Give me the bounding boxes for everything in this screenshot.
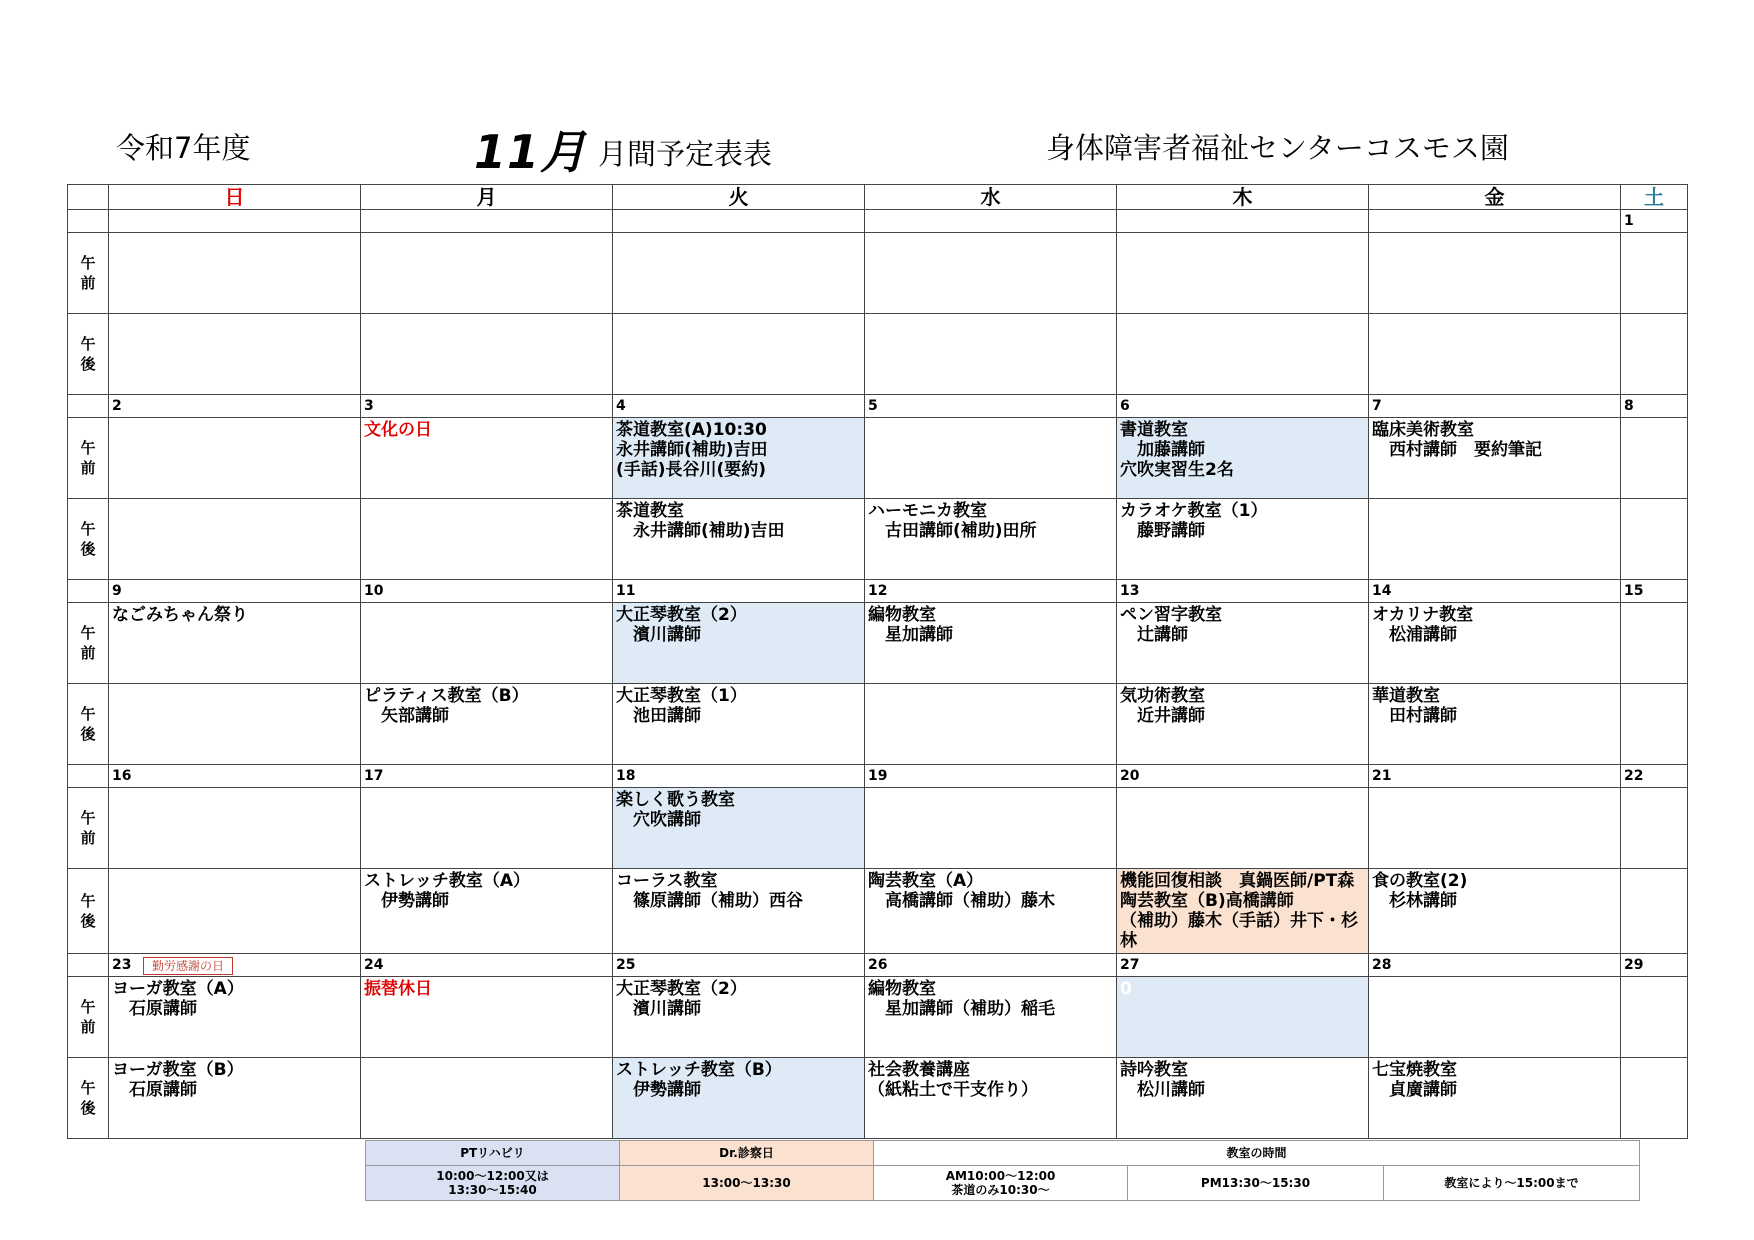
date-number: 9	[112, 583, 122, 599]
date-cell	[1621, 395, 1688, 418]
week-0-am-row	[68, 233, 1688, 314]
schedule-cell	[865, 233, 1117, 314]
am-label-char: 午	[80, 254, 96, 272]
schedule-line: 詩吟教室	[1120, 1060, 1188, 1080]
date-number: 22	[1624, 768, 1644, 784]
schedule-cell	[1117, 499, 1369, 580]
schedule-cell	[361, 1058, 613, 1139]
schedule-cell	[1621, 233, 1688, 314]
date-cell	[1621, 210, 1688, 233]
pt-time-line-2: 13:30～15:40	[448, 1183, 537, 1197]
weekday-6: 土	[1621, 185, 1688, 210]
schedule-cell	[1369, 499, 1621, 580]
schedule-cell	[361, 418, 613, 499]
schedule-cell	[613, 869, 865, 954]
doctor-day-time: 13:00～13:30	[620, 1166, 874, 1201]
schedule-cell	[1369, 1058, 1621, 1139]
schedule-line: 松浦講師	[1372, 625, 1457, 645]
pm-label-char: 午	[80, 892, 96, 910]
pm-label	[68, 684, 109, 765]
schedule-line: 茶道教室(A)10:30	[616, 420, 767, 440]
schedule-line: 編物教室	[868, 979, 936, 999]
date-number: 13	[1120, 583, 1140, 599]
pm-label-char: 午	[80, 1079, 96, 1097]
week-3-date-row	[68, 765, 1688, 788]
date-cell	[1117, 580, 1369, 603]
schedule-line: 社会教養講座	[868, 1060, 970, 1080]
schedule-line: 伊勢講師	[616, 1080, 701, 1100]
date-cell	[1621, 954, 1688, 977]
date-cell	[613, 765, 865, 788]
schedule-cell	[1621, 684, 1688, 765]
pt-time-line-1: 10:00～12:00又は	[436, 1169, 549, 1183]
week-4-am-row	[68, 977, 1688, 1058]
schedule-line: ヨーガ教室（B）	[112, 1060, 244, 1080]
am-label	[68, 603, 109, 684]
date-cell	[865, 395, 1117, 418]
header-corner	[68, 185, 109, 210]
schedule-line: 臨床美術教室	[1372, 420, 1474, 440]
schedule-cell	[865, 603, 1117, 684]
am-label	[68, 788, 109, 869]
schedule-line: 編物教室	[868, 605, 936, 625]
schedule-line: 石原講師	[112, 999, 197, 1019]
schedule-line: 陶芸教室（B)高橋講師	[1120, 891, 1294, 911]
schedule-cell	[613, 233, 865, 314]
am-label-char: 前	[80, 829, 96, 847]
date-cell	[1117, 765, 1369, 788]
schedule-cell	[613, 684, 865, 765]
date-number: 17	[364, 768, 384, 784]
holiday-tag: 勤労感謝の日	[143, 957, 233, 975]
schedule-cell	[1621, 418, 1688, 499]
schedule-cell	[109, 499, 361, 580]
pm-label-char: 午	[80, 335, 96, 353]
date-cell	[109, 580, 361, 603]
am-label-char: 午	[80, 809, 96, 827]
schedule-line: 文化の日	[364, 420, 432, 440]
schedule-cell	[865, 314, 1117, 395]
schedule-cell	[613, 977, 865, 1058]
schedule-line: 加藤講師	[1120, 440, 1205, 460]
legend-table	[365, 1140, 1640, 1201]
date-number: 29	[1624, 957, 1644, 973]
date-cell	[1369, 210, 1621, 233]
schedule-title: 月間予定表表	[598, 137, 773, 171]
schedule-cell	[613, 314, 865, 395]
schedule-cell	[865, 1058, 1117, 1139]
schedule-line: 星加講師	[868, 625, 953, 645]
schedule-line: ハーモニカ教室	[868, 501, 987, 521]
am-label	[68, 418, 109, 499]
schedule-line: 陶芸教室（A）	[868, 871, 984, 891]
pt-rehab-time	[366, 1166, 620, 1201]
pm-label-char: 後	[80, 540, 96, 558]
date-number: 8	[1624, 398, 1634, 414]
week-0-pm-row	[68, 314, 1688, 395]
week-1-date-row	[68, 395, 1688, 418]
schedule-cell	[109, 869, 361, 954]
schedule-line: 機能回復相談 真鍋医師/PT森	[1120, 871, 1355, 891]
date-cell	[1369, 765, 1621, 788]
am-label	[68, 977, 109, 1058]
schedule-cell	[865, 788, 1117, 869]
schedule-line: 篠原講師（補助）西谷	[616, 891, 803, 911]
week-3-am-row	[68, 788, 1688, 869]
week-2-pm-row	[68, 684, 1688, 765]
date-number: 10	[364, 583, 384, 599]
pm-label-char: 後	[80, 912, 96, 930]
schedule-cell	[1621, 869, 1688, 954]
schedule-line: なごみちゃん祭り	[112, 605, 248, 625]
date-cell	[1621, 580, 1688, 603]
schedule-cell	[1369, 788, 1621, 869]
schedule-cell	[361, 603, 613, 684]
pm-label	[68, 869, 109, 954]
date-number: 15	[1624, 583, 1644, 599]
date-cell	[613, 395, 865, 418]
pm-label	[68, 499, 109, 580]
schedule-line: 大正琴教室（1）	[616, 686, 747, 706]
schedule-line: 西村講師 要約筆記	[1372, 440, 1542, 460]
schedule-cell	[1117, 233, 1369, 314]
date-number: 23	[112, 957, 132, 973]
schedule-line: 辻講師	[1120, 625, 1188, 645]
schedule-cell	[1117, 869, 1369, 954]
date-cell	[109, 210, 361, 233]
date-number: 27	[1120, 957, 1140, 973]
schedule-cell	[1117, 684, 1369, 765]
date-number: 21	[1372, 768, 1392, 784]
date-cell	[1369, 954, 1621, 977]
schedule-cell	[361, 314, 613, 395]
schedule-cell	[1369, 869, 1621, 954]
schedule-line: 七宝焼教室	[1372, 1060, 1457, 1080]
pm-label	[68, 314, 109, 395]
date-number: 26	[868, 957, 888, 973]
schedule-cell	[1621, 788, 1688, 869]
schedule-cell	[361, 233, 613, 314]
week-2-am-row	[68, 603, 1688, 684]
date-number: 14	[1372, 583, 1392, 599]
schedule-cell	[109, 603, 361, 684]
schedule-line: （補助）藤木（手話）井下・杉林	[1120, 911, 1358, 951]
schedule-cell	[361, 869, 613, 954]
schedule-line: 高橋講師（補助）藤木	[868, 891, 1055, 911]
schedule-cell	[613, 603, 865, 684]
schedule-cell	[1117, 418, 1369, 499]
schedule-cell	[109, 977, 361, 1058]
schedule-line: 近井講師	[1120, 706, 1205, 726]
schedule-cell	[865, 418, 1117, 499]
date-cell	[1117, 395, 1369, 418]
date-number: 20	[1120, 768, 1140, 784]
schedule-line: 石原講師	[112, 1080, 197, 1100]
schedule-cell	[1117, 603, 1369, 684]
am-label-char: 午	[80, 439, 96, 457]
date-cell	[1117, 954, 1369, 977]
schedule-cell	[1621, 977, 1688, 1058]
date-cell	[361, 765, 613, 788]
schedule-cell	[865, 499, 1117, 580]
am-label-char: 前	[80, 274, 96, 292]
pm-label	[68, 1058, 109, 1139]
schedule-line: 藤野講師	[1120, 521, 1205, 541]
pm-class-time: PM13:30～15:30	[1128, 1166, 1384, 1201]
schedule-cell	[1117, 314, 1369, 395]
schedule-line: 濱川講師	[616, 999, 701, 1019]
schedule-cell	[361, 788, 613, 869]
date-row-spacer	[68, 954, 109, 977]
date-cell	[613, 954, 865, 977]
schedule-line: 星加講師（補助）稲毛	[868, 999, 1055, 1019]
am-class-time	[874, 1166, 1128, 1201]
date-number: 5	[868, 398, 878, 414]
organization-name: 身体障害者福祉センターコスモス園	[1046, 131, 1509, 165]
schedule-cell	[109, 314, 361, 395]
weekday-3: 水	[865, 185, 1117, 210]
date-cell	[1369, 580, 1621, 603]
schedule-cell	[1621, 499, 1688, 580]
weekday-header-row	[68, 185, 1688, 210]
week-3-pm-row	[68, 869, 1688, 954]
schedule-line: ピラティス教室（B）	[364, 686, 529, 706]
schedule-line: ペン習字教室	[1120, 605, 1222, 625]
date-cell	[865, 210, 1117, 233]
schedule-cell	[109, 788, 361, 869]
schedule-cell	[109, 418, 361, 499]
date-cell	[109, 954, 361, 977]
schedule-line: 大正琴教室（2）	[616, 605, 747, 625]
schedule-cell	[865, 977, 1117, 1058]
date-cell	[361, 954, 613, 977]
date-cell	[109, 765, 361, 788]
schedule-cell	[613, 418, 865, 499]
schedule-cell	[613, 499, 865, 580]
schedule-line: 矢部講師	[364, 706, 449, 726]
schedule-cell	[361, 684, 613, 765]
week-0-date-row	[68, 210, 1688, 233]
week-1-am-row	[68, 418, 1688, 499]
schedule-line: 振替休日	[364, 979, 432, 999]
date-number: 28	[1372, 957, 1392, 973]
weekday-4: 木	[1117, 185, 1369, 210]
weekday-5: 金	[1369, 185, 1621, 210]
pt-rehab-label: PTリハビリ	[366, 1141, 620, 1166]
fiscal-year: 令和7年度	[116, 131, 251, 165]
schedule-cell	[1369, 418, 1621, 499]
class-hours-label: 教室の時間	[874, 1141, 1640, 1166]
schedule-line: ヨーガ教室（A）	[112, 979, 244, 999]
week-4-pm-row	[68, 1058, 1688, 1139]
schedule-line: 0	[1120, 979, 1132, 999]
schedule-cell	[1369, 233, 1621, 314]
am-time-line-1: AM10:00～12:00	[945, 1169, 1056, 1183]
date-row-spacer	[68, 765, 109, 788]
date-cell	[865, 765, 1117, 788]
date-number: 18	[616, 768, 636, 784]
schedule-cell	[1117, 1058, 1369, 1139]
schedule-cell	[1369, 314, 1621, 395]
schedule-cell	[1117, 977, 1369, 1058]
schedule-cell	[1369, 684, 1621, 765]
schedule-cell	[1369, 603, 1621, 684]
schedule-cell	[109, 233, 361, 314]
date-cell	[1117, 210, 1369, 233]
schedule-line: (手話)長谷川(要約)	[616, 460, 767, 480]
date-number: 16	[112, 768, 132, 784]
date-number: 3	[364, 398, 374, 414]
schedule-line: 茶道教室	[616, 501, 684, 521]
schedule-cell	[109, 1058, 361, 1139]
date-cell	[361, 395, 613, 418]
week-2-date-row	[68, 580, 1688, 603]
schedule-line: ストレッチ教室（B）	[616, 1060, 782, 1080]
schedule-line: ストレッチ教室（A）	[364, 871, 530, 891]
schedule-cell	[361, 499, 613, 580]
schedule-line: 楽しく歌う教室	[616, 790, 735, 810]
date-cell	[361, 580, 613, 603]
date-number: 6	[1120, 398, 1130, 414]
pm-label-char: 後	[80, 1099, 96, 1117]
schedule-cell	[613, 1058, 865, 1139]
date-cell	[865, 954, 1117, 977]
date-cell	[865, 580, 1117, 603]
am-label	[68, 233, 109, 314]
schedule-line: 書道教室	[1120, 420, 1188, 440]
date-row-spacer	[68, 395, 109, 418]
schedule-cell	[613, 788, 865, 869]
schedule-line: 食の教室(2)	[1372, 871, 1468, 891]
schedule-line: 貞廣講師	[1372, 1080, 1457, 1100]
schedule-line: 古田講師(補助)田所	[868, 521, 1037, 541]
schedule-line: 松川講師	[1120, 1080, 1205, 1100]
week-4-date-row	[68, 954, 1688, 977]
schedule-cell	[865, 869, 1117, 954]
date-number: 11	[616, 583, 636, 599]
am-label-char: 前	[80, 644, 96, 662]
date-number: 7	[1372, 398, 1382, 414]
class-time-note: 教室により～15:00まで	[1384, 1166, 1640, 1201]
week-1-pm-row	[68, 499, 1688, 580]
schedule-cell	[1621, 603, 1688, 684]
date-number: 1	[1624, 213, 1634, 229]
schedule-cell	[361, 977, 613, 1058]
schedule-line: 穴吹講師	[616, 810, 701, 830]
date-number: 4	[616, 398, 626, 414]
am-label-char: 午	[80, 998, 96, 1016]
schedule-line: オカリナ教室	[1372, 605, 1474, 625]
schedule-line: 大正琴教室（2）	[616, 979, 747, 999]
weekday-0: 日	[109, 185, 361, 210]
date-number: 2	[112, 398, 122, 414]
am-label-char: 前	[80, 459, 96, 477]
weekday-1: 月	[361, 185, 613, 210]
schedule-line: 田村講師	[1372, 706, 1457, 726]
date-cell	[109, 395, 361, 418]
schedule-line: カラオケ教室（1）	[1120, 501, 1268, 521]
pm-label-char: 後	[80, 725, 96, 743]
date-cell	[613, 210, 865, 233]
date-cell	[1621, 765, 1688, 788]
month-label: 11月	[474, 125, 588, 179]
schedule-line: 気功術教室	[1120, 686, 1205, 706]
date-number: 24	[364, 957, 384, 973]
pm-label-char: 午	[80, 520, 96, 538]
pm-label-char: 午	[80, 705, 96, 723]
date-cell	[613, 580, 865, 603]
date-number: 25	[616, 957, 636, 973]
schedule-cell	[865, 684, 1117, 765]
monthly-calendar	[67, 184, 1688, 1139]
schedule-cell	[1117, 788, 1369, 869]
schedule-line: 穴吹実習生2名	[1120, 460, 1234, 480]
pm-label-char: 後	[80, 355, 96, 373]
date-row-spacer	[68, 210, 109, 233]
date-cell	[1369, 395, 1621, 418]
schedule-line: 伊勢講師	[364, 891, 449, 911]
date-number: 12	[868, 583, 888, 599]
schedule-line: 華道教室	[1372, 686, 1440, 706]
schedule-cell	[1369, 977, 1621, 1058]
date-row-spacer	[68, 580, 109, 603]
am-label-char: 午	[80, 624, 96, 642]
schedule-line: 永井講師(補助)吉田	[616, 521, 785, 541]
schedule-cell	[109, 684, 361, 765]
schedule-line: 杉林講師	[1372, 891, 1457, 911]
am-time-line-2: 茶道のみ10:30～	[951, 1183, 1050, 1197]
schedule-line: コーラス教室	[616, 871, 718, 891]
schedule-cell	[1621, 314, 1688, 395]
schedule-line: 永井講師(補助)吉田	[616, 440, 768, 460]
schedule-line: 池田講師	[616, 706, 701, 726]
weekday-2: 火	[613, 185, 865, 210]
schedule-line: 濱川講師	[616, 625, 701, 645]
doctor-day-label: Dr.診察日	[620, 1141, 874, 1166]
schedule-line: （紙粘土で干支作り）	[868, 1080, 1038, 1100]
date-number: 19	[868, 768, 888, 784]
schedule-cell	[1621, 1058, 1688, 1139]
date-cell	[361, 210, 613, 233]
am-label-char: 前	[80, 1018, 96, 1036]
